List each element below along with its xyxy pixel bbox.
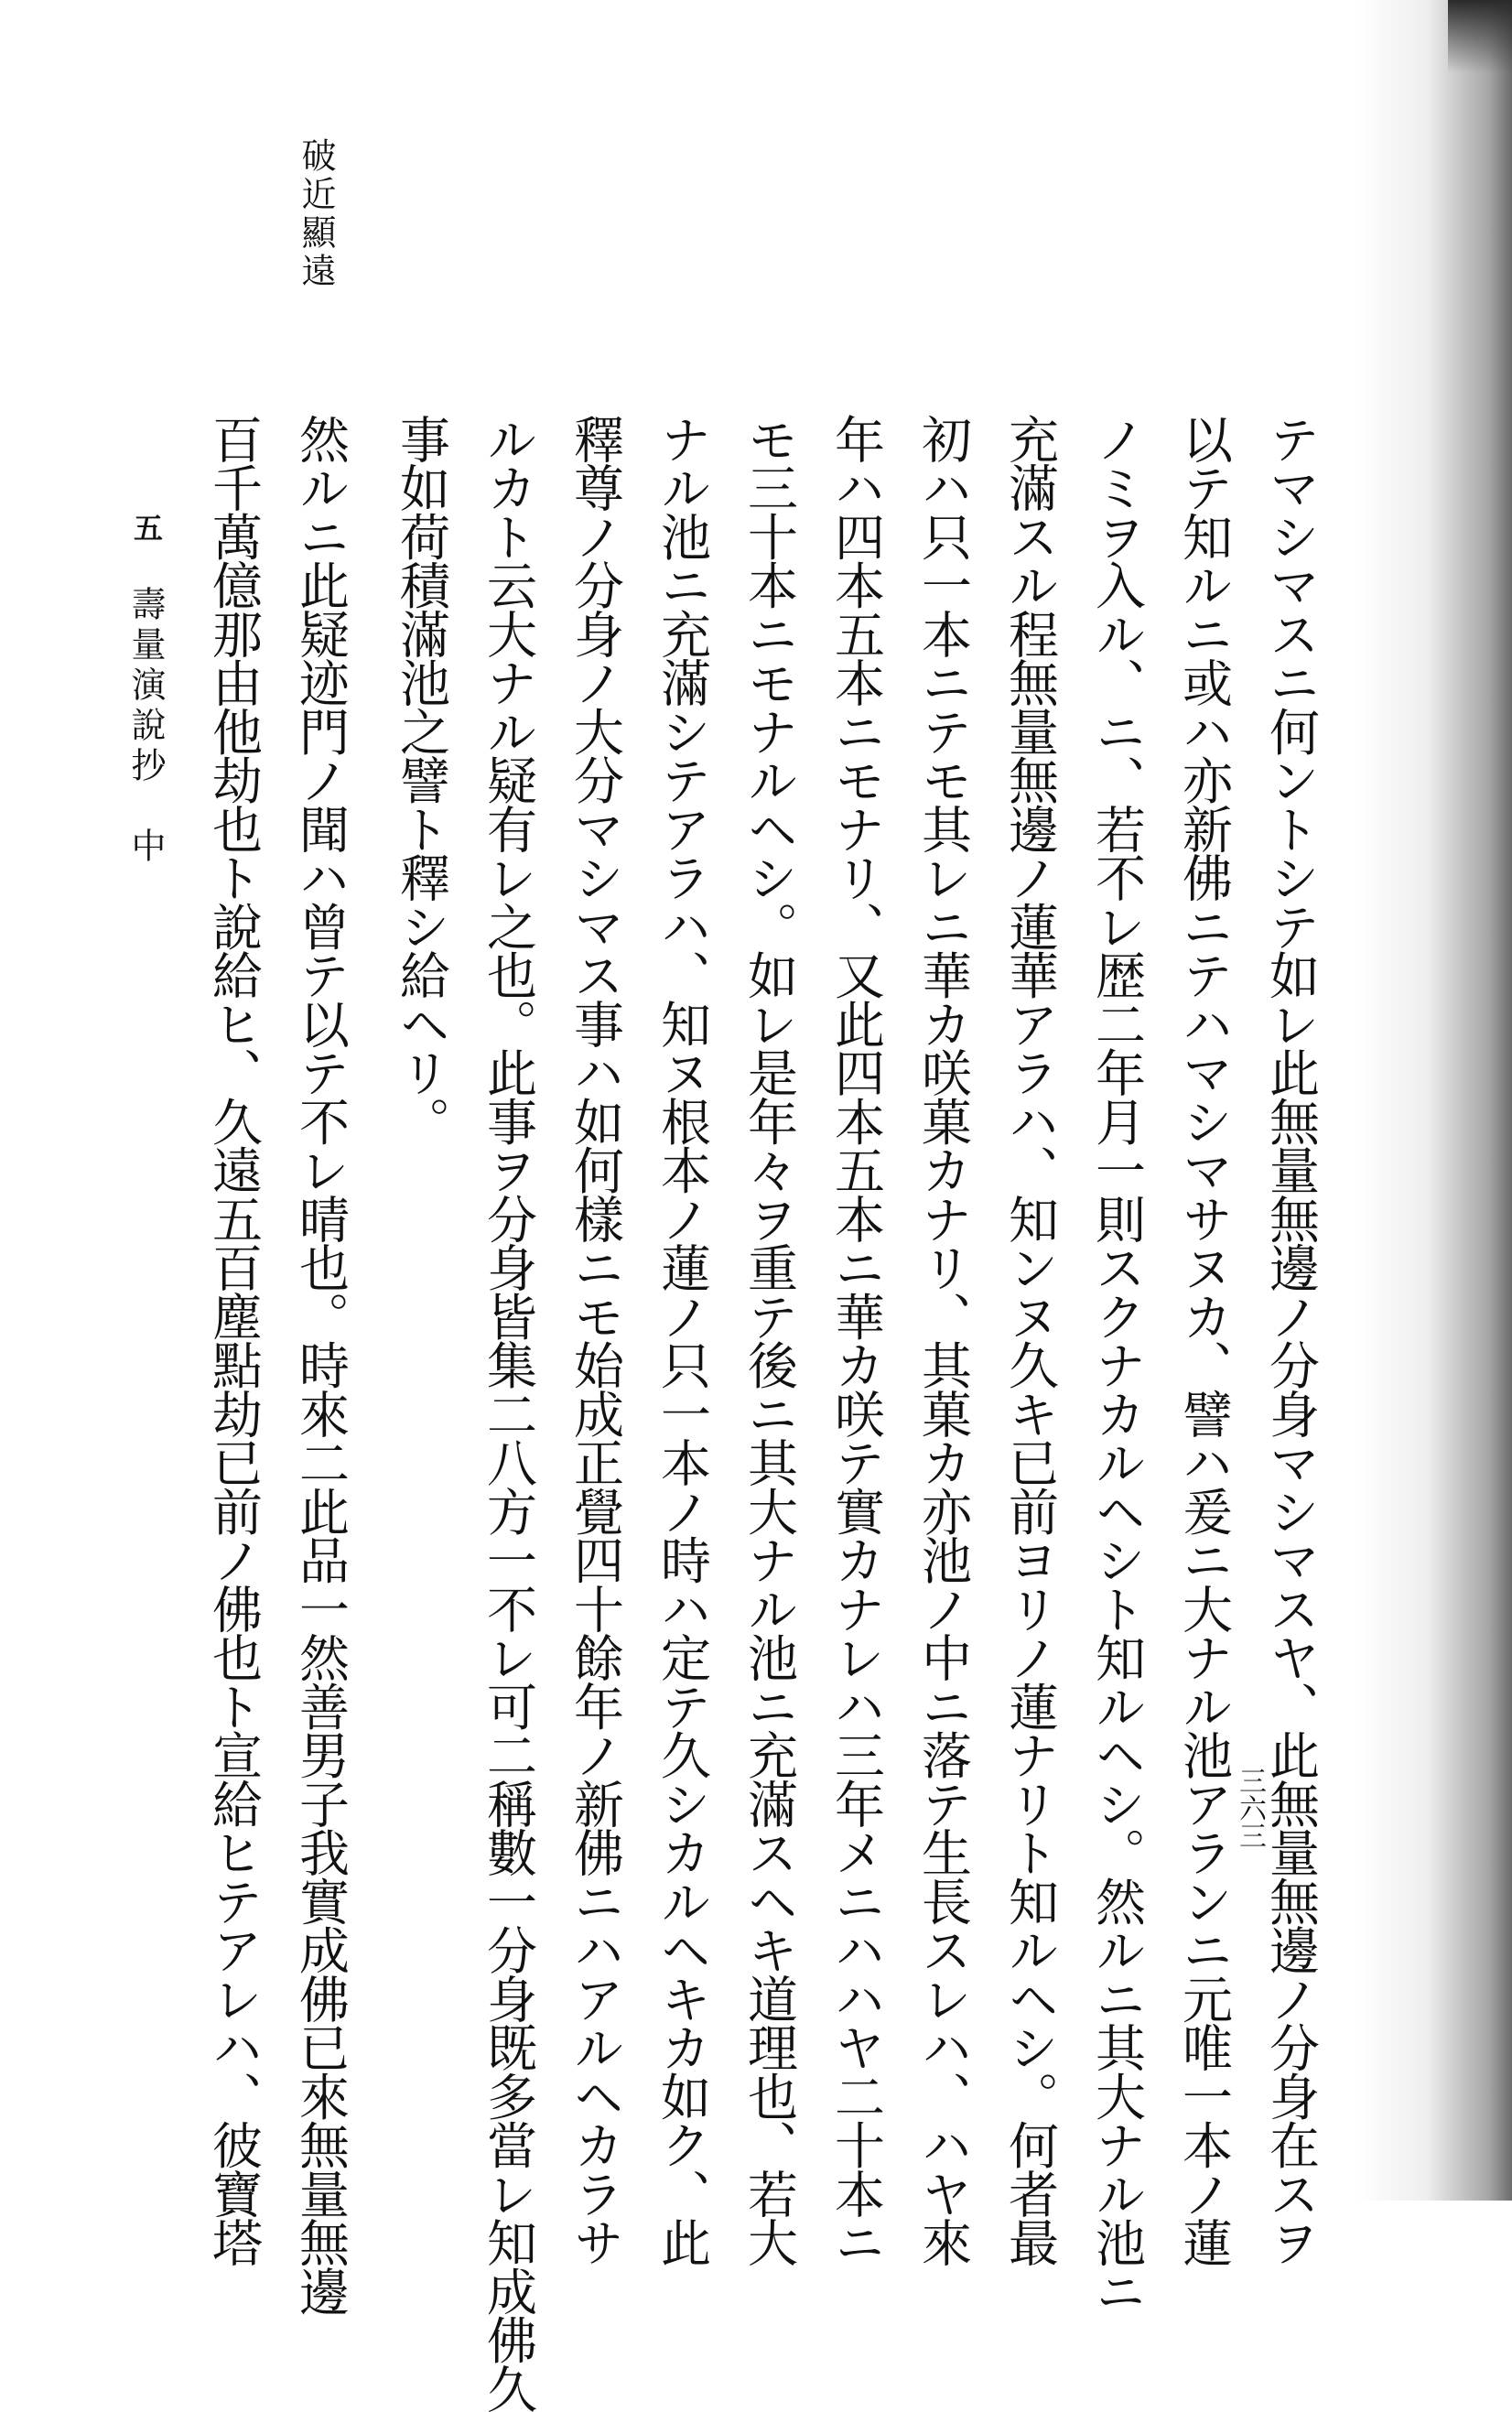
section-number: 五 bbox=[129, 513, 164, 542]
text-line: 事如荷積滿池之譬ト釋シ給ヘリ。 bbox=[392, 414, 450, 1145]
scan-edge-shadow bbox=[1356, 0, 1512, 2201]
book-title: 壽量演說抄 中 bbox=[125, 586, 166, 868]
scan-corner-shadow bbox=[1448, 0, 1512, 73]
text-line: 百千萬億那由他劫也ト說給ヒ、久遠五百塵點劫已前ノ佛也ト宣給ヒテアレハ、彼寶塔 bbox=[204, 414, 263, 2266]
text-line: 然ルニ此疑迹門ノ聞ハ曾テ以テ不レ晴也。時來二此品一然善男子我實成佛已來無量無邊 bbox=[291, 414, 350, 2315]
text-line: ノミヲ入ル、ニ、若不レ歴二年月一則スクナカルヘシト知ルヘシ。然ルニ其大ナル池ニ bbox=[1087, 414, 1146, 2315]
text-line: テマシマスニ何ントシテ如レ此無量無邊ノ分身マシマスヤ、此無量無邊ノ分身在スヲ bbox=[1261, 414, 1320, 2266]
side-header-title: 破近顯遠 bbox=[296, 137, 336, 291]
page-number: 三六三 bbox=[1234, 1767, 1266, 1849]
text-line: 年ハ四本五本ニモナリ、又此四本五本ニ華カ咲テ實カナレハ三年メニハハヤ二十本ニ bbox=[826, 414, 885, 2266]
text-line: 釋尊ノ分身ノ大分マシマス事ハ如何樣ニモ始成正覺四十餘年ノ新佛ニハアルヘカラサ bbox=[566, 414, 624, 2266]
text-line: ナル池ニ充滿シテアラハ、知ヌ根本ノ蓮ノ只一本ノ時ハ定テ久シカルヘキカ如ク、此 bbox=[653, 414, 711, 2266]
text-line: 以テ知ルニ或ハ亦新佛ニテハマシマサヌカ、譬ハ爰ニ大ナル池アランニ元唯一本ノ蓮 bbox=[1174, 414, 1233, 2266]
text-line: ルカト云大ナル疑有レ之也。此事ヲ分身皆集二八方一不レ可二稱數一分身既多當レ知成佛久 bbox=[479, 414, 537, 2412]
text-line: モ三十本ニモナルヘシ。如レ是年々ヲ重テ後ニ其大ナル池ニ充滿スヘキ道理也、若大 bbox=[740, 414, 798, 2266]
text-line: 初ハ只一本ニテモ其レニ華カ咲菓カナリ、其菓カ亦池ノ中ニ落テ生長スレハ、ハヤ來 bbox=[913, 414, 972, 2266]
text-line: 充滿スル程無量無邊ノ蓮華アラハ、知ンヌ久キ已前ヨリノ蓮ナリト知ルヘシ。何者最 bbox=[1000, 414, 1059, 2266]
